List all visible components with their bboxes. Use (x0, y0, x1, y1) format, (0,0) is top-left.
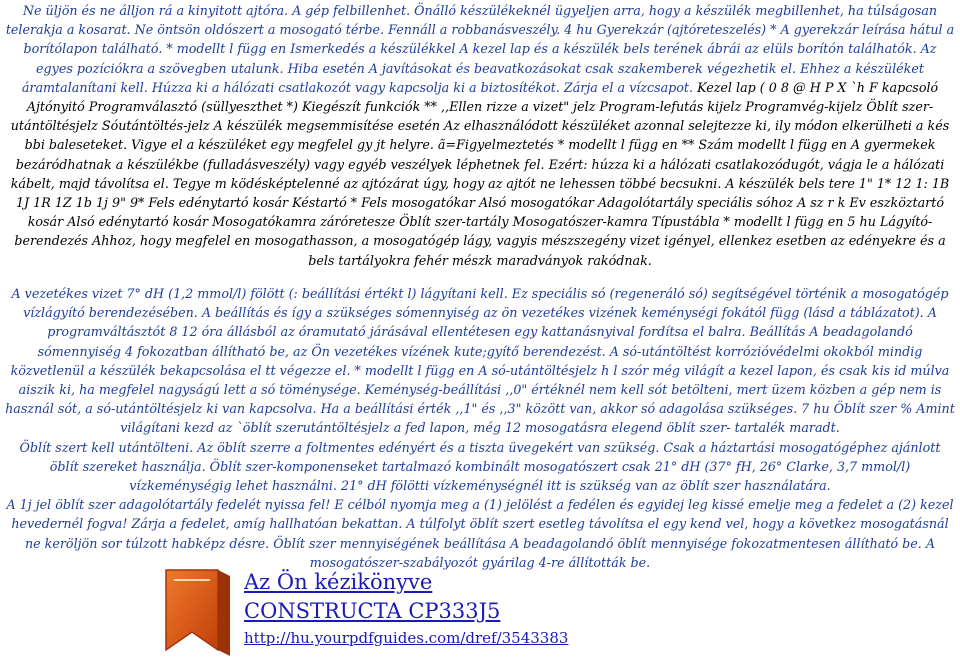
paragraph-control-panel: Kezel lap ( 0 8 @ H P X `h F kapcsoló Ajtónyitó Programválasztó (süllyeszthet *) Kiegészít funkciók ** ,,Ellen rizze a vizet" jelz Program-lefutás kijelz Programvég-kijelz Öblít szer-utántöltésjelz Sóutántöltés-jelz A készülék megsemmisítése esetén Az elhasználódott készüléket azonnal selejtezze ki, ily módon elkerülheti a kés bbi baleseteket. Vigye el a készüléket egy megfelel gy jt helyre. ã=Figyelmeztetés * modellt l függ en ** Szám modellt l függ en A gyermekek bezáródhatnak a készülékbe (fulladásveszély) vagy egyéb veszélyek léphetnek fel. Ezért: húzza ki a hálózati csatlakozódugót, vágja le a hálózati kábelt, majd távolítsa el. Tegye m ködésképtelenné az ajtózárat úgy, hogy az ajtót ne lehessen többé becsukni. A készülék bels tere 1" 1* 12 1: 1B 1J 1R 1Z 1b 1j 9" 9* Fels edénytartó kosár Késtartó * Fels mosogatókar Alsó mosogatókar Adagolótartály speciális sóhoz A sz r k Ev eszköztartó kosár Alsó edénytartó kosár Mosogatókamra záróretesze Öblít szer-tartály Mosogatószer-kamra Típustábla * modellt l függ en 5 hu Lágyító-berendezés Ahhoz, hogy megfelel en mosogathasson, a mosogatógép lágy, vagyis mészszegény vizet igényel, ellenkez esetben az edényekre és a bels tartályokra fehér mészk maradványok rakódnak. (10, 79, 950, 268)
paragraph-rinse-aid: Öblít szert kell utántölteni. Az öblít szerre a foltmentes edényért és a tiszta üvegekért van szükség. Csak a háztartási mosogatógéphez ajánlott öblít szereket használja. Öblít szer-komponenseket tartalmazó kombinált mosogatószert csak 21° dH (37° fH, 26° Clarke, 3,7 mmol/l) vízkeménységig lehet használni. 21° dH fölötti vízkeménységnél itt is szükség van az öblít szer használatára. (19, 439, 941, 494)
manual-title-link[interactable]: Az Ön kézikönyve (244, 570, 433, 594)
model-link[interactable]: CONSTRUCTA CP333J5 (244, 599, 501, 623)
paragraph-safety-2: Ne öntsön oldószert a mosogató térbe. Fennáll a robbanásveszély. 4 hu Gyerekzár (ajtóreteszelés) * A gyerekzár leírása hátul a borítólapon található. * modellt l függ en Ismerkedés a készülékkel A kezel lap és a készülék bels terének ábrái az elüls borítón találhatók. Az egyes pozíciókra a szövegben utalunk. Hiba esetén A javításokat és beavatkozásokat csak szakemberek végezhetik el. Ehhez a készüléket áramtalanítani kell. Húzza ki a hálózati csatlakozót vagy kapcsolja ki a biztosítékot. Zárja el a vízcsapot. (21, 22, 955, 95)
url-link[interactable]: http://hu.yourpdfguides.com/dref/3543383 (244, 629, 569, 647)
paragraph-water-softening: A vezetékes vizet 7° dH (1,2 mmol/l) fölött (: beállítási értékt l) lágyítani kell. Ez speciális só (regeneráló só) segítségével történik a mosogatógép vízlágyító berendezésében. A beállítás és így a szükséges sómennyiség az ön vezetékes vizének keménységi fokától függ (lásd a táblázatot). A programváltásztót 8 12 óra állásból az óramutató járásával ellentétesen egy kattanásnyival fordítsa el balra. Beállítás A beadagolandó sómennyiség 4 fokozatban állítható be, az Ön vezetékes vízének kute;gyítő berendezést. A só-utántöltést korrózióvédelmi okokból mindig közvetlenül a készülék bekapcsolása el tt végezze el. * modellt l függ en A só-utántöltésjelz h l szór még világít a kezel lapon, és csak kis id múlva aiszik ki, ha megfelel nagyságú lett a só töménysége. Keménység-beállítási ,,0" értéknél nem kell sót betölteni, mert üzem közben a gép nem is használ sót, a só-utántöltésjelz ki van kapcsolva. Ha a beállítási érték ,,1" és ,,3" között van, akkor só adagolása szükséges. 7 hu Öblít szer % Amint világítani kezd az `öblít szerutántöltésjelz a fed lapon, még 12 mosogatásra elegend öblít szer- tartalék maradt. (5, 286, 955, 436)
paragraph-safety-1: Ne üljön és ne álljon rá a kinyitott ajtóra. A gép felbillenhet. Önálló készülékeknél ügyeljen arra, hogy a készülék megbillenhet, ha túlságosan telerakja a kosarat. (5, 3, 938, 38)
manual-excerpt-top (4, 1, 956, 270)
bookmark-banner-icon (160, 566, 236, 660)
manual-excerpt-bottom (4, 284, 956, 572)
paragraph-rinse-aid-fill: A 1j jel öblít szer adagolótartály fedelét nyissa fel! E célból nyomja meg a (1) jelölést a fedélen és egyidej leg kissé emelje meg a fedelet a (2) kezel hevedernél fogva! Zárja a fedelet, amíg hallhatóan bekattan. A túlfolyt öblít szert esetleg távolítsa el egy kend vel, hogy a következ mosogatásnál ne keröljön sor túlzott habképz désre. Öblít szer mennyiségének beállítása A beadagolandó öblít mennyisége fokozatmentesen állítható be. A mosogatószer-szabályozót gyárilag 4-re állították be. (6, 497, 954, 570)
manual-links (244, 568, 664, 650)
